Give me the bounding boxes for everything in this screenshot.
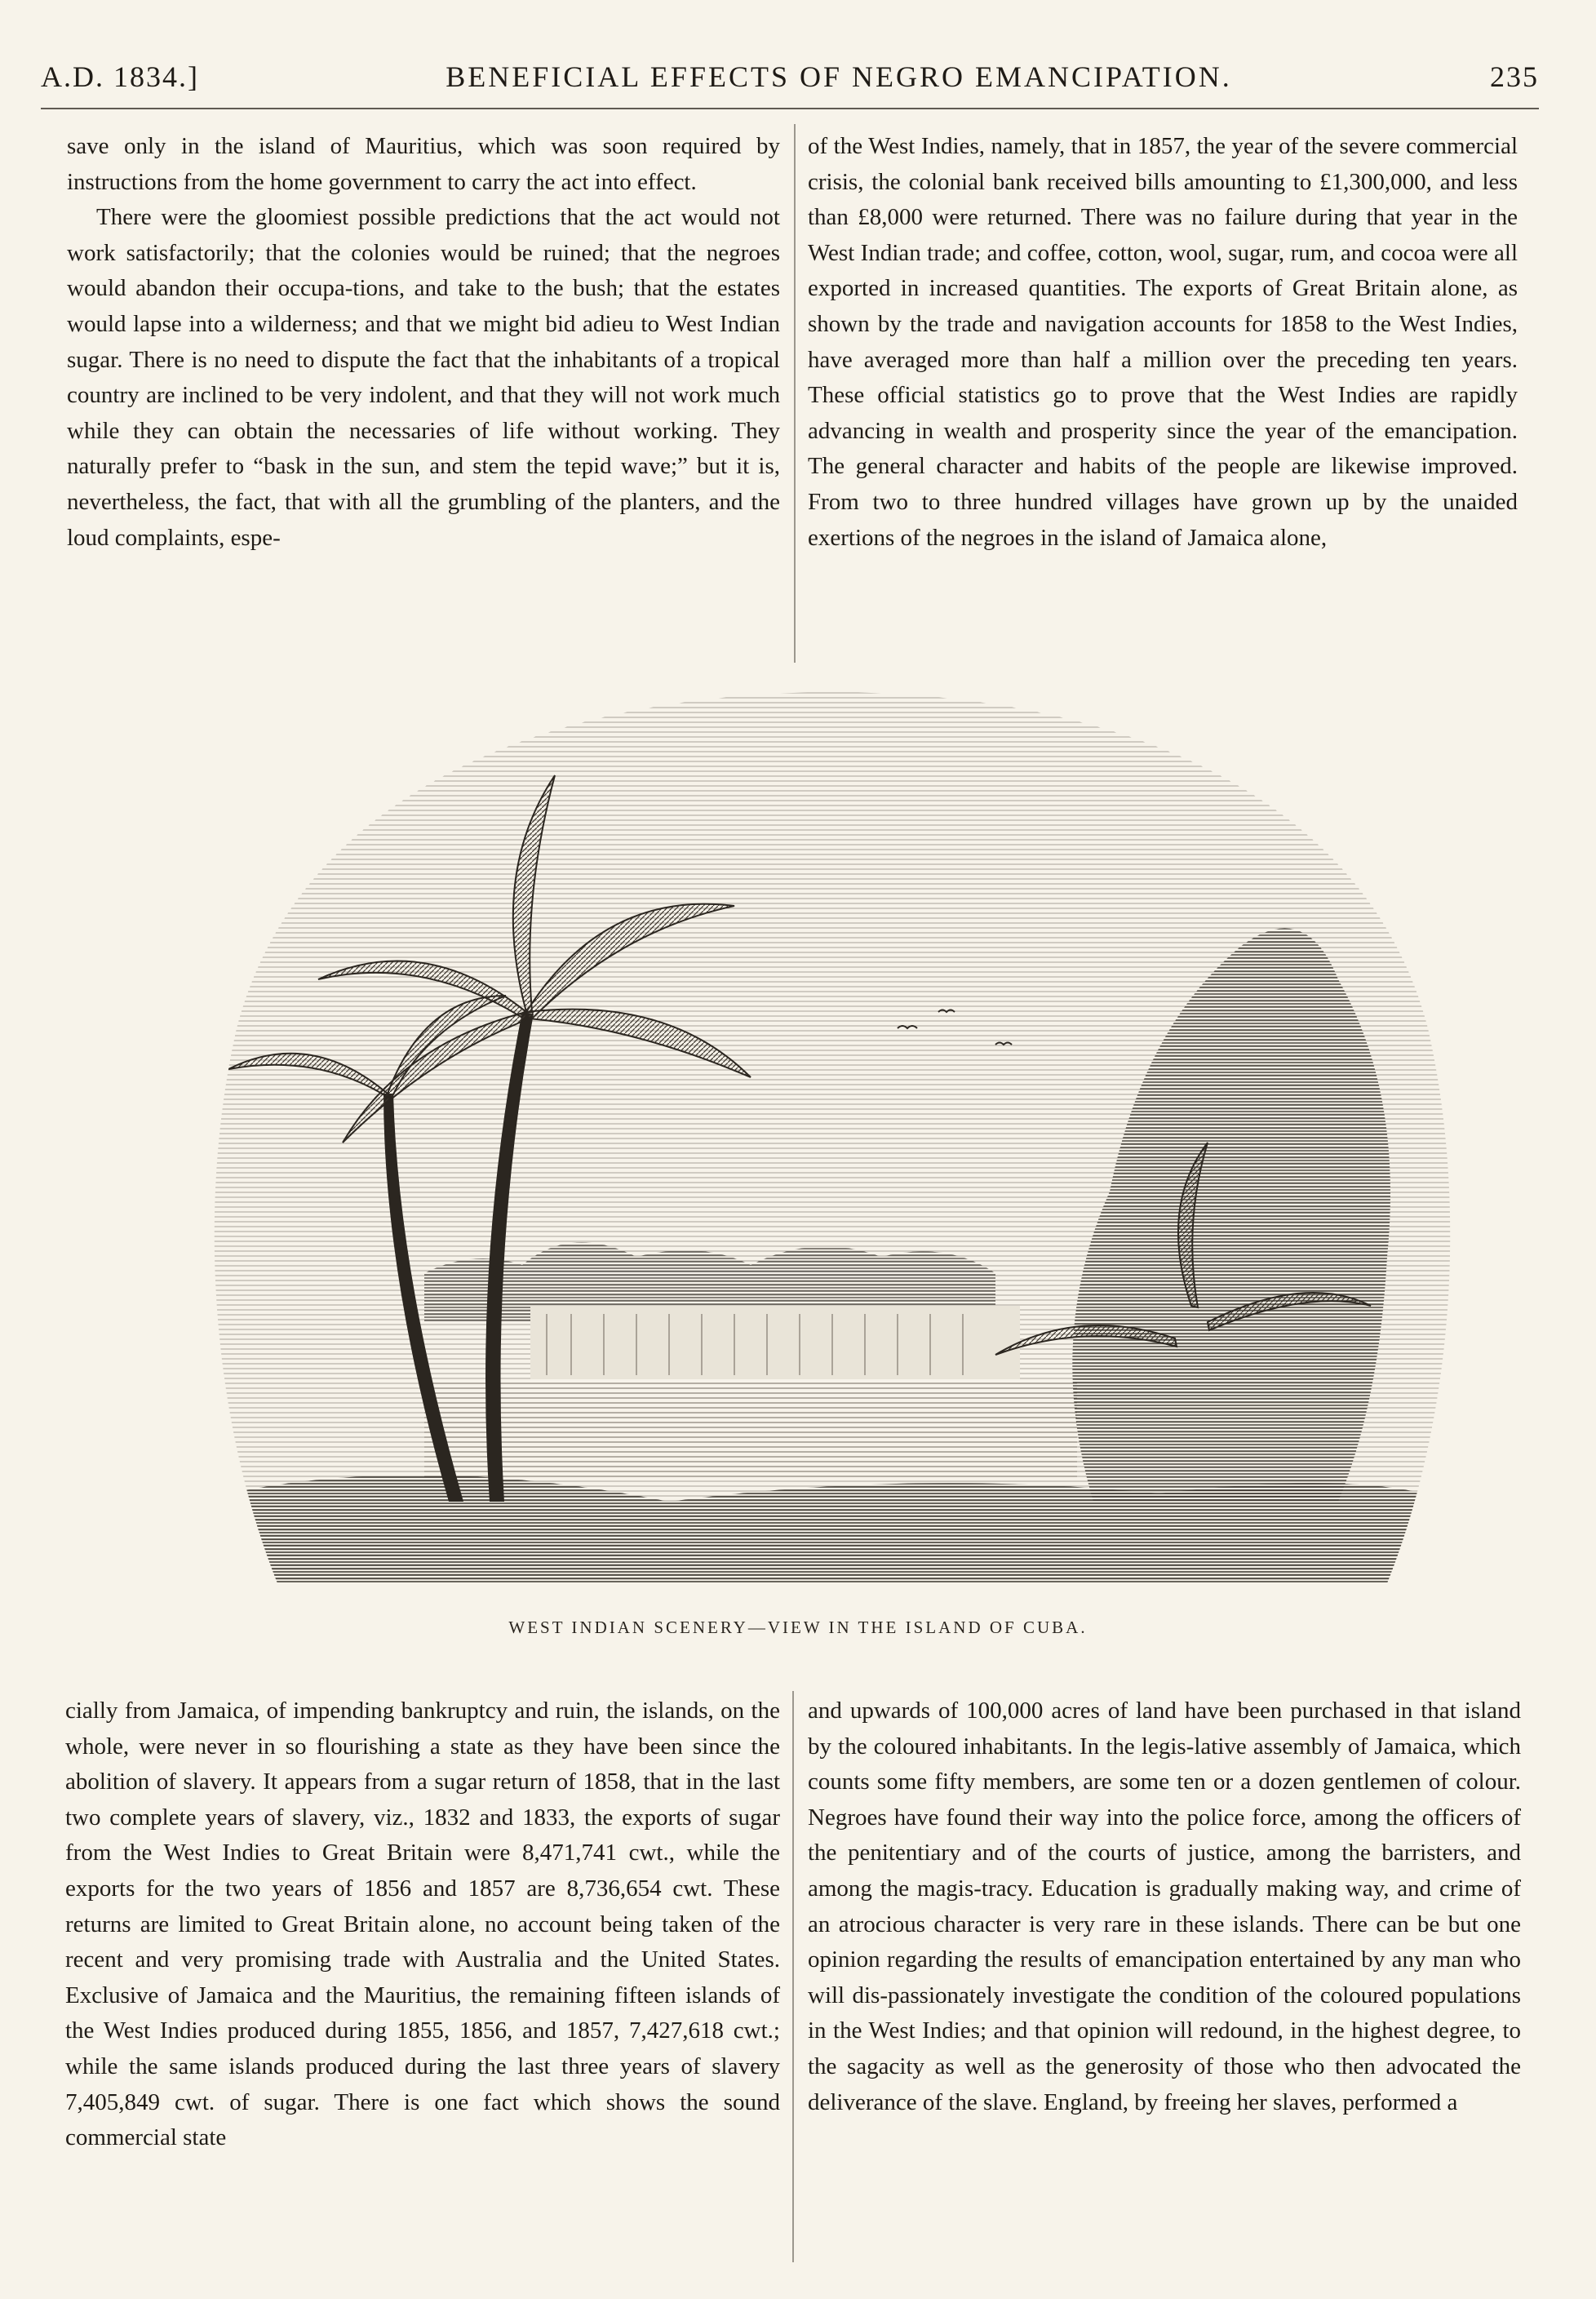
page-number: 235 xyxy=(1490,60,1539,93)
paragraph: cially from Jamaica, of impending bankruptcy and ruin, the islands, on the whole, were never in so flourishing a state as they have been since the abolition of slavery. It appears from a sugar return of 1858, that in the last two complete years of slavery, viz., 1832 and 1833, the exports of sugar from the West Indies to Great Britain were 8,471,741 cwt., while the exports for the two years of 1856 and 1857 are 8,736,654 cwt. These returns are limited to Great Britain alone, no account being taken of the recent and very promising trade with Australia and the United States. Exclusive of Jamaica and the Mauritius, the remaining fifteen islands of the West Indies produced during 1855, 1856, and 1857, 7,427,618 cwt.; while the same islands produced during the last three years of slavery 7,405,849 cwt. of sugar. There is one fact which shows the sound commercial state xyxy=(65,1698,780,2151)
paragraph: There were the gloomiest possible predictions that the act would not work satisfactorily; that the colonies would be ruined; that the negroes would abandon their occupa-tions, and take to the bush; that the estates would lapse into a wilderness; and that we might bid adieu to West Indian sugar. There is no need to dispute the fact that the inhabitants of a tropical country are inclined to be very indolent, and that they will not work much while they can obtain the necessaries of life without working. They naturally prefer to “bask in the sun, and stem the tepid wave;” but it is, nevertheless, the fact, that with all the grumbling of the planters, and the loud complaints, espe- xyxy=(67,204,780,551)
running-title: BENEFICIAL EFFECTS OF NEGRO EMANCIPATION. xyxy=(446,60,1232,93)
running-header xyxy=(41,54,1539,100)
column-top-left xyxy=(67,129,780,556)
paragraph: of the West Indies, namely, that in 1857, the year of the severe commercial crisis, the colonial bank received bills amounting to £1,300,000, and less than £8,000 were returned. There was no failure during that year in the West Indian trade; and coffee, cotton, wool, sugar, rum, and cocoa were all exported in increased quantities. The exports of Great Britain alone, as shown by the trade and navigation accounts for 1858 to the West Indies, have averaged more than half a million over the preceding ten years. These official statistics go to prove that the West Indies are rapidly advancing in wealth and prosperity since the year of the emancipation. The general character and habits of the people are likewise improved. From two to three hundred villages have grown up by the unaided exertions of the negroes in the island of Jamaica alone, xyxy=(808,133,1518,551)
header-date: A.D. 1834.] xyxy=(41,60,199,93)
column-top-right xyxy=(808,129,1518,556)
paragraph: save only in the island of Mauritius, which was soon required by instructions from the home government to carry the act into effect. xyxy=(67,133,780,195)
paragraph: and upwards of 100,000 acres of land have been purchased in that island by the coloured inhabitants. In the legis-lative assembly of Jamaica, which counts some fifty members, are some ten or a dozen gentlemen of colour. Negroes have found their way into the police force, among the officers of the penitentiary and of the courts of justice, among the barristers, and among the magis-tracy. Education is gradually making way, and crime of an atrocious character is very rare in these islands. There can be but one opinion regarding the results of emancipation entertained by any man who will dis-passionately investigate the condition of the coloured populations in the West Indies; and that opinion will redound, in the highest degree, to the sagacity as well as the generosity of those who then advocated the deliverance of the slave. England, by freeing her slaves, performed a xyxy=(808,1698,1521,2115)
engraving-illustration xyxy=(180,686,1485,1608)
figure-caption: WEST INDIAN SCENERY—VIEW IN THE ISLAND OF CUBA. xyxy=(508,1618,1088,1637)
column-divider xyxy=(794,124,796,663)
column-divider xyxy=(792,1691,794,2262)
header-rule xyxy=(41,108,1539,109)
column-bottom-left xyxy=(65,1693,780,2156)
column-bottom-right xyxy=(808,1693,1521,2120)
